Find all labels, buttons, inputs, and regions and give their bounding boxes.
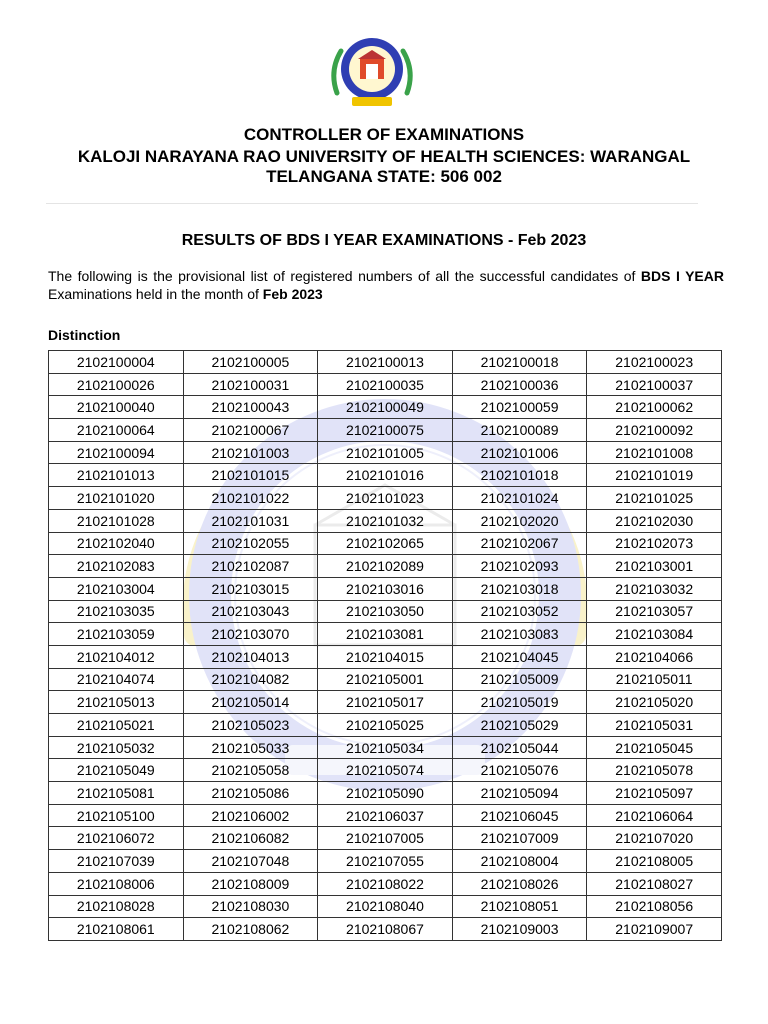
table-row [49, 872, 722, 895]
registration-number: 2102106072 [49, 827, 184, 850]
registration-number: 2102102087 [183, 555, 318, 578]
registration-number: 2102101006 [452, 441, 587, 464]
table-row [49, 714, 722, 737]
registration-number: 2102100005 [183, 351, 318, 374]
registration-number: 2102108040 [318, 895, 453, 918]
registration-number: 2102108028 [49, 895, 184, 918]
registration-number: 2102109007 [587, 918, 722, 941]
registration-number: 2102100092 [587, 419, 722, 442]
registration-number: 2102108005 [587, 850, 722, 873]
registration-number: 2102108056 [587, 895, 722, 918]
registration-number: 2102108026 [452, 872, 587, 895]
registration-number: 2102105100 [49, 804, 184, 827]
section-label-distinction: Distinction [48, 327, 121, 343]
registration-number: 2102108067 [318, 918, 453, 941]
registration-number: 2102105017 [318, 691, 453, 714]
registration-number: 2102102020 [452, 509, 587, 532]
registration-number: 2102100026 [49, 373, 184, 396]
intro-text-2: Examinations held in the month of [48, 286, 263, 302]
registration-number: 2102103081 [318, 623, 453, 646]
registration-number: 2102105090 [318, 782, 453, 805]
registration-number: 2102102089 [318, 555, 453, 578]
registration-number: 2102102093 [452, 555, 587, 578]
registration-number: 2102105011 [587, 668, 722, 691]
registration-number: 2102102055 [183, 532, 318, 555]
intro-course: BDS I YEAR [640, 268, 724, 284]
registration-number: 2102104012 [49, 645, 184, 668]
registration-number: 2102103059 [49, 623, 184, 646]
table-row [49, 645, 722, 668]
table-row [49, 736, 722, 759]
registration-number: 2102100023 [587, 351, 722, 374]
registration-number: 2102105086 [183, 782, 318, 805]
registration-number: 2102105058 [183, 759, 318, 782]
registration-number: 2102105045 [587, 736, 722, 759]
table-row [49, 419, 722, 442]
registration-number: 2102103057 [587, 600, 722, 623]
registration-number: 2102105001 [318, 668, 453, 691]
table-row [49, 600, 722, 623]
table-row [49, 759, 722, 782]
registration-number: 2102101020 [49, 487, 184, 510]
registration-numbers-table [48, 350, 722, 941]
controller-heading: CONTROLLER OF EXAMINATIONS [243, 125, 525, 144]
table-row [49, 464, 722, 487]
registration-number: 2102103004 [49, 577, 184, 600]
registration-number: 2102107020 [587, 827, 722, 850]
table-row [49, 804, 722, 827]
table-row [49, 373, 722, 396]
university-name: KALOJI NARAYANA RAO UNIVERSITY OF HEALTH SCIENCES: WARANGAL [77, 147, 691, 166]
registration-number: 2102101003 [183, 441, 318, 464]
registration-number: 2102103052 [452, 600, 587, 623]
intro-text: The following is the provisional list of registered numbers of all the successful candidates of [48, 268, 641, 284]
registration-number: 2102101024 [452, 487, 587, 510]
registration-number: 2102101005 [318, 441, 453, 464]
table-row [49, 396, 722, 419]
registration-number: 2102105009 [452, 668, 587, 691]
registration-number: 2102105049 [49, 759, 184, 782]
header-divider [46, 203, 698, 204]
registration-number: 2102104015 [318, 645, 453, 668]
registration-number: 2102103016 [318, 577, 453, 600]
registration-number: 2102104074 [49, 668, 184, 691]
registration-number: 2102103035 [49, 600, 184, 623]
registration-number: 2102107039 [49, 850, 184, 873]
registration-number: 2102101019 [587, 464, 722, 487]
registration-number: 2102104045 [452, 645, 587, 668]
registration-number: 2102108061 [49, 918, 184, 941]
registration-number: 2102102030 [587, 509, 722, 532]
registration-number: 2102103043 [183, 600, 318, 623]
registration-number: 2102101025 [587, 487, 722, 510]
registration-number: 2102101031 [183, 509, 318, 532]
registration-number: 2102105023 [183, 714, 318, 737]
registration-number: 2102105025 [318, 714, 453, 737]
registration-number: 2102100043 [183, 396, 318, 419]
table-row [49, 577, 722, 600]
registration-number: 2102105020 [587, 691, 722, 714]
results-title: RESULTS OF BDS I YEAR EXAMINATIONS - Feb 2023 [181, 232, 587, 249]
registration-number: 2102105044 [452, 736, 587, 759]
table-row [49, 532, 722, 555]
registration-number: 2102102083 [49, 555, 184, 578]
registration-number: 2102102040 [49, 532, 184, 555]
registration-number: 2102101028 [49, 509, 184, 532]
registration-number: 2102105097 [587, 782, 722, 805]
registration-number: 2102105032 [49, 736, 184, 759]
registration-number: 2102101008 [587, 441, 722, 464]
registration-number: 2102100075 [318, 419, 453, 442]
registration-number: 2102100067 [183, 419, 318, 442]
registration-number: 2102101032 [318, 509, 453, 532]
table-row [49, 782, 722, 805]
registration-number: 2102103084 [587, 623, 722, 646]
registration-number: 2102102065 [318, 532, 453, 555]
registration-number: 2102105078 [587, 759, 722, 782]
registration-number: 2102108030 [183, 895, 318, 918]
registration-number: 2102104013 [183, 645, 318, 668]
intro-paragraph [48, 267, 724, 303]
registration-number: 2102103015 [183, 577, 318, 600]
table-row [49, 895, 722, 918]
registration-number: 2102101013 [49, 464, 184, 487]
registration-number: 2102106002 [183, 804, 318, 827]
registration-number: 2102106064 [587, 804, 722, 827]
table-row [49, 827, 722, 850]
registration-number: 2102106045 [452, 804, 587, 827]
registration-number: 2102102073 [587, 532, 722, 555]
registration-number: 2102100064 [49, 419, 184, 442]
table-row [49, 623, 722, 646]
registration-number: 2102101018 [452, 464, 587, 487]
registration-number: 2102100040 [49, 396, 184, 419]
registration-number: 2102100013 [318, 351, 453, 374]
registration-number: 2102100062 [587, 396, 722, 419]
table-row [49, 668, 722, 691]
registration-number: 2102103050 [318, 600, 453, 623]
registration-number: 2102103018 [452, 577, 587, 600]
intro-month: Feb 2023 [262, 286, 323, 302]
registration-number: 2102100089 [452, 419, 587, 442]
registration-number: 2102100031 [183, 373, 318, 396]
registration-number: 2102103032 [587, 577, 722, 600]
table-row [49, 509, 722, 532]
registration-number: 2102101022 [183, 487, 318, 510]
registration-number: 2102109003 [452, 918, 587, 941]
registration-number: 2102107005 [318, 827, 453, 850]
table-row [49, 555, 722, 578]
registration-number: 2102101015 [183, 464, 318, 487]
registration-number: 2102107009 [452, 827, 587, 850]
registration-number: 2102100049 [318, 396, 453, 419]
registration-number: 2102107048 [183, 850, 318, 873]
registration-number: 2102101023 [318, 487, 453, 510]
registration-number: 2102100094 [49, 441, 184, 464]
registration-number: 2102105033 [183, 736, 318, 759]
registration-number: 2102108009 [183, 872, 318, 895]
registration-number: 2102102067 [452, 532, 587, 555]
registration-number: 2102108006 [49, 872, 184, 895]
registration-number: 2102103070 [183, 623, 318, 646]
table-row [49, 691, 722, 714]
registration-number: 2102100018 [452, 351, 587, 374]
registration-number: 2102105031 [587, 714, 722, 737]
registration-number: 2102101016 [318, 464, 453, 487]
table-row [49, 487, 722, 510]
registration-number: 2102103001 [587, 555, 722, 578]
registration-number: 2102105021 [49, 714, 184, 737]
registration-number: 2102100037 [587, 373, 722, 396]
registration-number: 2102108022 [318, 872, 453, 895]
registration-number: 2102100035 [318, 373, 453, 396]
registration-number: 2102107055 [318, 850, 453, 873]
registration-number: 2102108027 [587, 872, 722, 895]
table-row [49, 918, 722, 941]
registration-number: 2102105074 [318, 759, 453, 782]
registration-number: 2102103083 [452, 623, 587, 646]
registration-number: 2102108051 [452, 895, 587, 918]
registration-number: 2102105076 [452, 759, 587, 782]
table-row [49, 351, 722, 374]
registration-number: 2102108004 [452, 850, 587, 873]
registration-number: 2102105034 [318, 736, 453, 759]
registration-number: 2102104066 [587, 645, 722, 668]
registration-number: 2102105013 [49, 691, 184, 714]
registration-number: 2102106082 [183, 827, 318, 850]
registration-number: 2102108062 [183, 918, 318, 941]
table-row [49, 441, 722, 464]
registration-number: 2102105019 [452, 691, 587, 714]
registration-number: 2102100059 [452, 396, 587, 419]
registration-number: 2102100004 [49, 351, 184, 374]
registration-number: 2102105081 [49, 782, 184, 805]
registration-number: 2102105029 [452, 714, 587, 737]
table-row [49, 850, 722, 873]
registration-number: 2102106037 [318, 804, 453, 827]
state-address: TELANGANA STATE: 506 002 [266, 167, 502, 186]
university-logo [327, 33, 417, 111]
registration-number: 2102105094 [452, 782, 587, 805]
registration-number: 2102105014 [183, 691, 318, 714]
registration-number: 2102100036 [452, 373, 587, 396]
registration-number: 2102104082 [183, 668, 318, 691]
